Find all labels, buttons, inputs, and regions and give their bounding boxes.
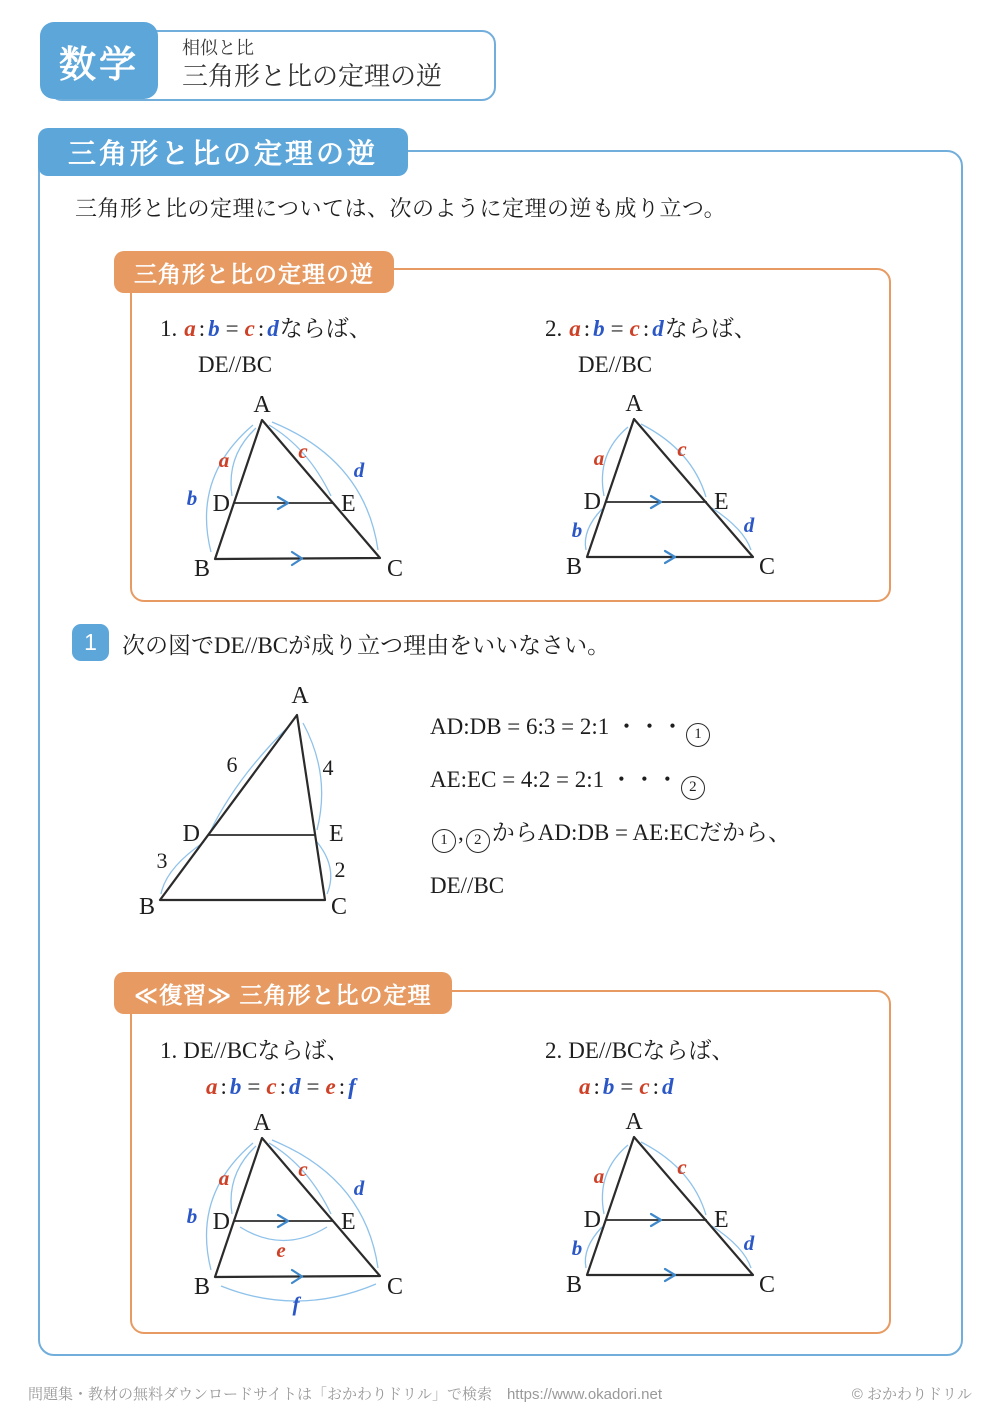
solution-line-3: [430, 806, 791, 859]
diagram-problem: [110, 682, 370, 924]
equals-sign: =: [620, 1074, 634, 1099]
arc-ad: [602, 1145, 628, 1214]
vertex-d: D: [182, 821, 200, 847]
ratio-colon: :: [652, 1074, 659, 1099]
theorem-item-1-conclusion: DE//BC: [198, 352, 273, 377]
measure-ae: 4: [322, 755, 334, 780]
problem-number-badge: [72, 624, 109, 661]
circled-1-icon: 1: [432, 829, 456, 853]
diagram-theorem-2: [520, 391, 776, 584]
naraba-suffix: ならば、: [664, 316, 757, 341]
ratio-letter-c: c: [639, 1074, 650, 1099]
equals-sign: =: [306, 1074, 320, 1099]
solution-line-4: DE//BC: [430, 873, 505, 898]
ratio-letter-a: a: [579, 1074, 591, 1099]
label-e: e: [276, 1238, 286, 1262]
equals-sign: =: [225, 316, 239, 341]
label-b: b: [186, 1204, 198, 1228]
theorem-item-2-conclusion: DE//BC: [578, 352, 653, 377]
vertex-e: E: [329, 821, 344, 847]
problem-number: 1: [84, 629, 97, 655]
ratio-letter-c: c: [244, 316, 255, 341]
arc-ad: [602, 427, 628, 496]
review-box-tag: ≪復習≫ 三角形と比の定理: [114, 972, 452, 1014]
solution-line-2-text: AE:EC = 4:2 = 2:1 ・・・: [430, 767, 679, 792]
ratio-letter-c: c: [266, 1074, 277, 1099]
solution-line-1-text: AD:DB = 6:3 = 2:1 ・・・: [430, 714, 685, 739]
measure-db: 3: [156, 848, 168, 873]
diagram-review-2: [520, 1109, 776, 1302]
ratio-colon: :: [257, 316, 265, 341]
solution-line-3-text: からAD:DB = AE:ECだから、: [491, 820, 791, 845]
review-item-1-expression: [205, 1074, 357, 1100]
footer-site-info: 問題集・教材の無料ダウンロードサイトは「おかわりドリル」で検索 https://www.okadori.net: [28, 1386, 663, 1403]
item-number: 2.: [545, 316, 563, 341]
condition-text: DE//BCならば、: [568, 1038, 735, 1063]
subject-badge: 数学: [40, 22, 158, 99]
label-b: b: [571, 518, 583, 542]
header-topic-label: 三角形と比の定理の逆: [182, 61, 443, 92]
review-item-2-expression: [578, 1074, 674, 1100]
circled-1-icon: 1: [686, 723, 710, 747]
measure-ad: 6: [226, 752, 238, 777]
ratio-letter-b: b: [602, 1074, 615, 1099]
theorem-item-2-condition: [545, 310, 757, 343]
label-d: d: [743, 513, 755, 537]
label-b: b: [571, 1236, 583, 1260]
solution-line-1: [430, 700, 791, 753]
vertex-d: D: [212, 491, 230, 517]
ratio-letter-d: d: [652, 316, 664, 341]
vertex-d: D: [212, 1209, 230, 1235]
vertex-a: A: [291, 683, 309, 709]
vertex-e: E: [341, 491, 356, 517]
problem-text: 次の図でDE//BCが成り立つ理由をいいなさい。: [122, 633, 611, 658]
naraba-suffix: ならば、: [279, 316, 372, 341]
ratio-letter-a: a: [184, 316, 196, 341]
arc-ac: [272, 422, 378, 550]
equals-sign: =: [247, 1074, 261, 1099]
condition-text: DE//BCならば、: [183, 1038, 350, 1063]
ratio-letter-c: c: [629, 316, 640, 341]
triangle-abc: [587, 419, 753, 557]
label-d: d: [353, 1176, 365, 1200]
ratio-colon: :: [198, 316, 206, 341]
section-title-banner: 三角形と比の定理の逆: [38, 128, 408, 176]
label-c: c: [677, 437, 687, 461]
circled-2-icon: 2: [681, 776, 705, 800]
arc-ad: [231, 1146, 256, 1214]
label-a: a: [218, 448, 230, 472]
label-f: f: [292, 1292, 300, 1316]
vertex-c: C: [386, 1274, 404, 1300]
label-a: a: [593, 446, 605, 470]
ratio-colon: :: [338, 1074, 346, 1099]
label-c: c: [298, 1157, 308, 1181]
ratio-letter-a: a: [569, 316, 581, 341]
solution-block: [430, 700, 791, 912]
vertex-c: C: [758, 1272, 776, 1298]
label-a: a: [593, 1164, 605, 1188]
review-item-2-condition: [545, 1032, 734, 1065]
arc-ab: [206, 1143, 253, 1270]
vertex-b: B: [193, 556, 211, 582]
vertex-e: E: [714, 1207, 729, 1233]
label-b: b: [186, 486, 198, 510]
review-item-1-condition: [160, 1032, 349, 1065]
ratio-letter-e: e: [325, 1074, 336, 1099]
arc-db: [585, 1227, 602, 1268]
arc-ae: [641, 424, 706, 497]
vertex-a: A: [253, 1110, 271, 1136]
diagram-review-1: [150, 1110, 404, 1322]
label-a: a: [218, 1166, 230, 1190]
ratio-colon: :: [593, 1074, 600, 1099]
ratio-letter-d: d: [267, 316, 279, 341]
vertex-d: D: [583, 489, 601, 515]
vertex-a: A: [625, 1109, 643, 1135]
ratio-colon: :: [220, 1074, 227, 1099]
ratio-letter-b: b: [593, 316, 605, 341]
label-c: c: [677, 1155, 687, 1179]
ratio-letter-f: f: [348, 1074, 356, 1099]
vertex-a: A: [253, 392, 271, 418]
header-unit-label: 相似と比: [182, 38, 254, 59]
ratio-letter-a: a: [206, 1074, 218, 1099]
equals-sign: =: [610, 316, 624, 341]
intro-text: 三角形と比の定理については、次のように定理の逆も成り立つ。: [75, 196, 727, 221]
footer-copyright: © おかわりドリル: [851, 1386, 972, 1403]
arc-ac: [272, 1140, 378, 1268]
ratio-letter-d: d: [661, 1074, 674, 1099]
triangle-abc: [587, 1137, 753, 1275]
arc-ab: [206, 425, 253, 552]
arc-ae: [641, 1142, 706, 1215]
vertex-c: C: [330, 894, 348, 920]
item-number: 2.: [545, 1038, 563, 1063]
measure-ec: 2: [334, 857, 346, 882]
vertex-b: B: [193, 1274, 211, 1300]
vertex-c: C: [758, 554, 776, 580]
item-number: 1.: [160, 316, 178, 341]
vertex-b: B: [565, 554, 583, 580]
vertex-e: E: [341, 1209, 356, 1235]
arc-ad: [231, 428, 256, 496]
ratio-colon: :: [642, 316, 650, 341]
solution-line-2: [430, 753, 791, 806]
vertex-e: E: [714, 489, 729, 515]
vertex-a: A: [625, 391, 643, 417]
vertex-c: C: [386, 556, 404, 582]
vertex-b: B: [565, 1272, 583, 1298]
ratio-colon: :: [279, 1074, 286, 1099]
label-d: d: [743, 1231, 755, 1255]
vertex-d: D: [583, 1207, 601, 1233]
comma: ,: [458, 820, 464, 845]
triangle-abc: [160, 715, 325, 900]
ratio-letter-b: b: [229, 1074, 242, 1099]
ratio-colon: :: [583, 316, 591, 341]
label-c: c: [298, 439, 308, 463]
label-d: d: [353, 458, 365, 482]
ratio-letter-d: d: [288, 1074, 301, 1099]
theorem-box-tag: 三角形と比の定理の逆: [114, 251, 394, 293]
vertex-b: B: [138, 894, 156, 920]
item-number: 1.: [160, 1038, 178, 1063]
arc-db: [585, 509, 602, 550]
circled-2-icon: 2: [466, 829, 490, 853]
theorem-item-1-condition: [160, 310, 372, 343]
diagram-theorem-1: [150, 392, 404, 584]
ratio-letter-b: b: [208, 316, 220, 341]
